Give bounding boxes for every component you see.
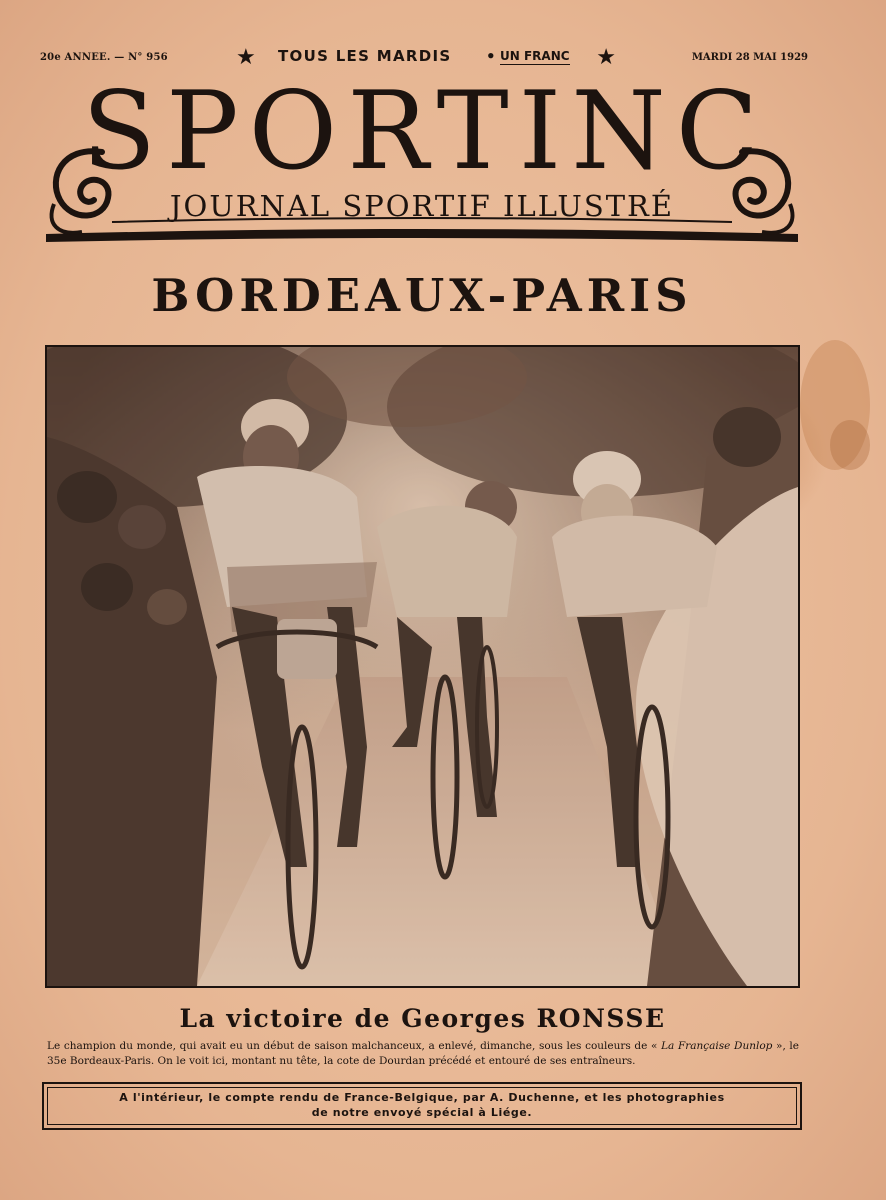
caption-title: La victoire de Georges RONSSE [179, 1004, 666, 1033]
masthead-subtitle: JOURNAL SPORTIF ILLUSTRÉ [169, 189, 675, 223]
notice-line-1: A l'intérieur, le compte rendu de France-Belgique, par A. Duchenne, et les photographies [119, 1091, 725, 1104]
inside-notice-box [42, 1082, 802, 1130]
issue-number: 20e ANNEE. — N° 956 [40, 52, 168, 63]
separator-dot: • [486, 47, 496, 65]
masthead [42, 69, 802, 250]
notice-text [64, 1090, 780, 1120]
caption-body [47, 1039, 799, 1069]
caption-text-part1: Le champion du monde, qui avait eu un début de saison malchanceux, a enlevé, dimanche, sous les couleurs de « [47, 1040, 662, 1052]
star-icon: ★ [596, 45, 616, 70]
star-icon: ★ [236, 45, 256, 70]
schedule-text: TOUS LES MARDIS [278, 47, 452, 65]
caption-text-part2: », le 35e Bordeaux-Paris. On le voit ici, montant nu tête, la cote de Dourdan précédé et entouré de ses entraîneurs. [47, 1040, 799, 1067]
main-headline: BORDEAUX-PARIS [151, 269, 693, 322]
issue-date: MARDI 28 MAI 1929 [691, 52, 808, 63]
price-text: UN FRANC [500, 49, 570, 63]
masthead-title: SPORTINC [82, 69, 769, 194]
notice-line-2: de notre envoyé spécial à Liége. [311, 1106, 533, 1119]
race-photograph [45, 345, 800, 988]
sponsor-name: La Française Dunlop [661, 1040, 773, 1052]
paper-stain [830, 420, 870, 470]
cyclists-illustration [47, 347, 798, 986]
